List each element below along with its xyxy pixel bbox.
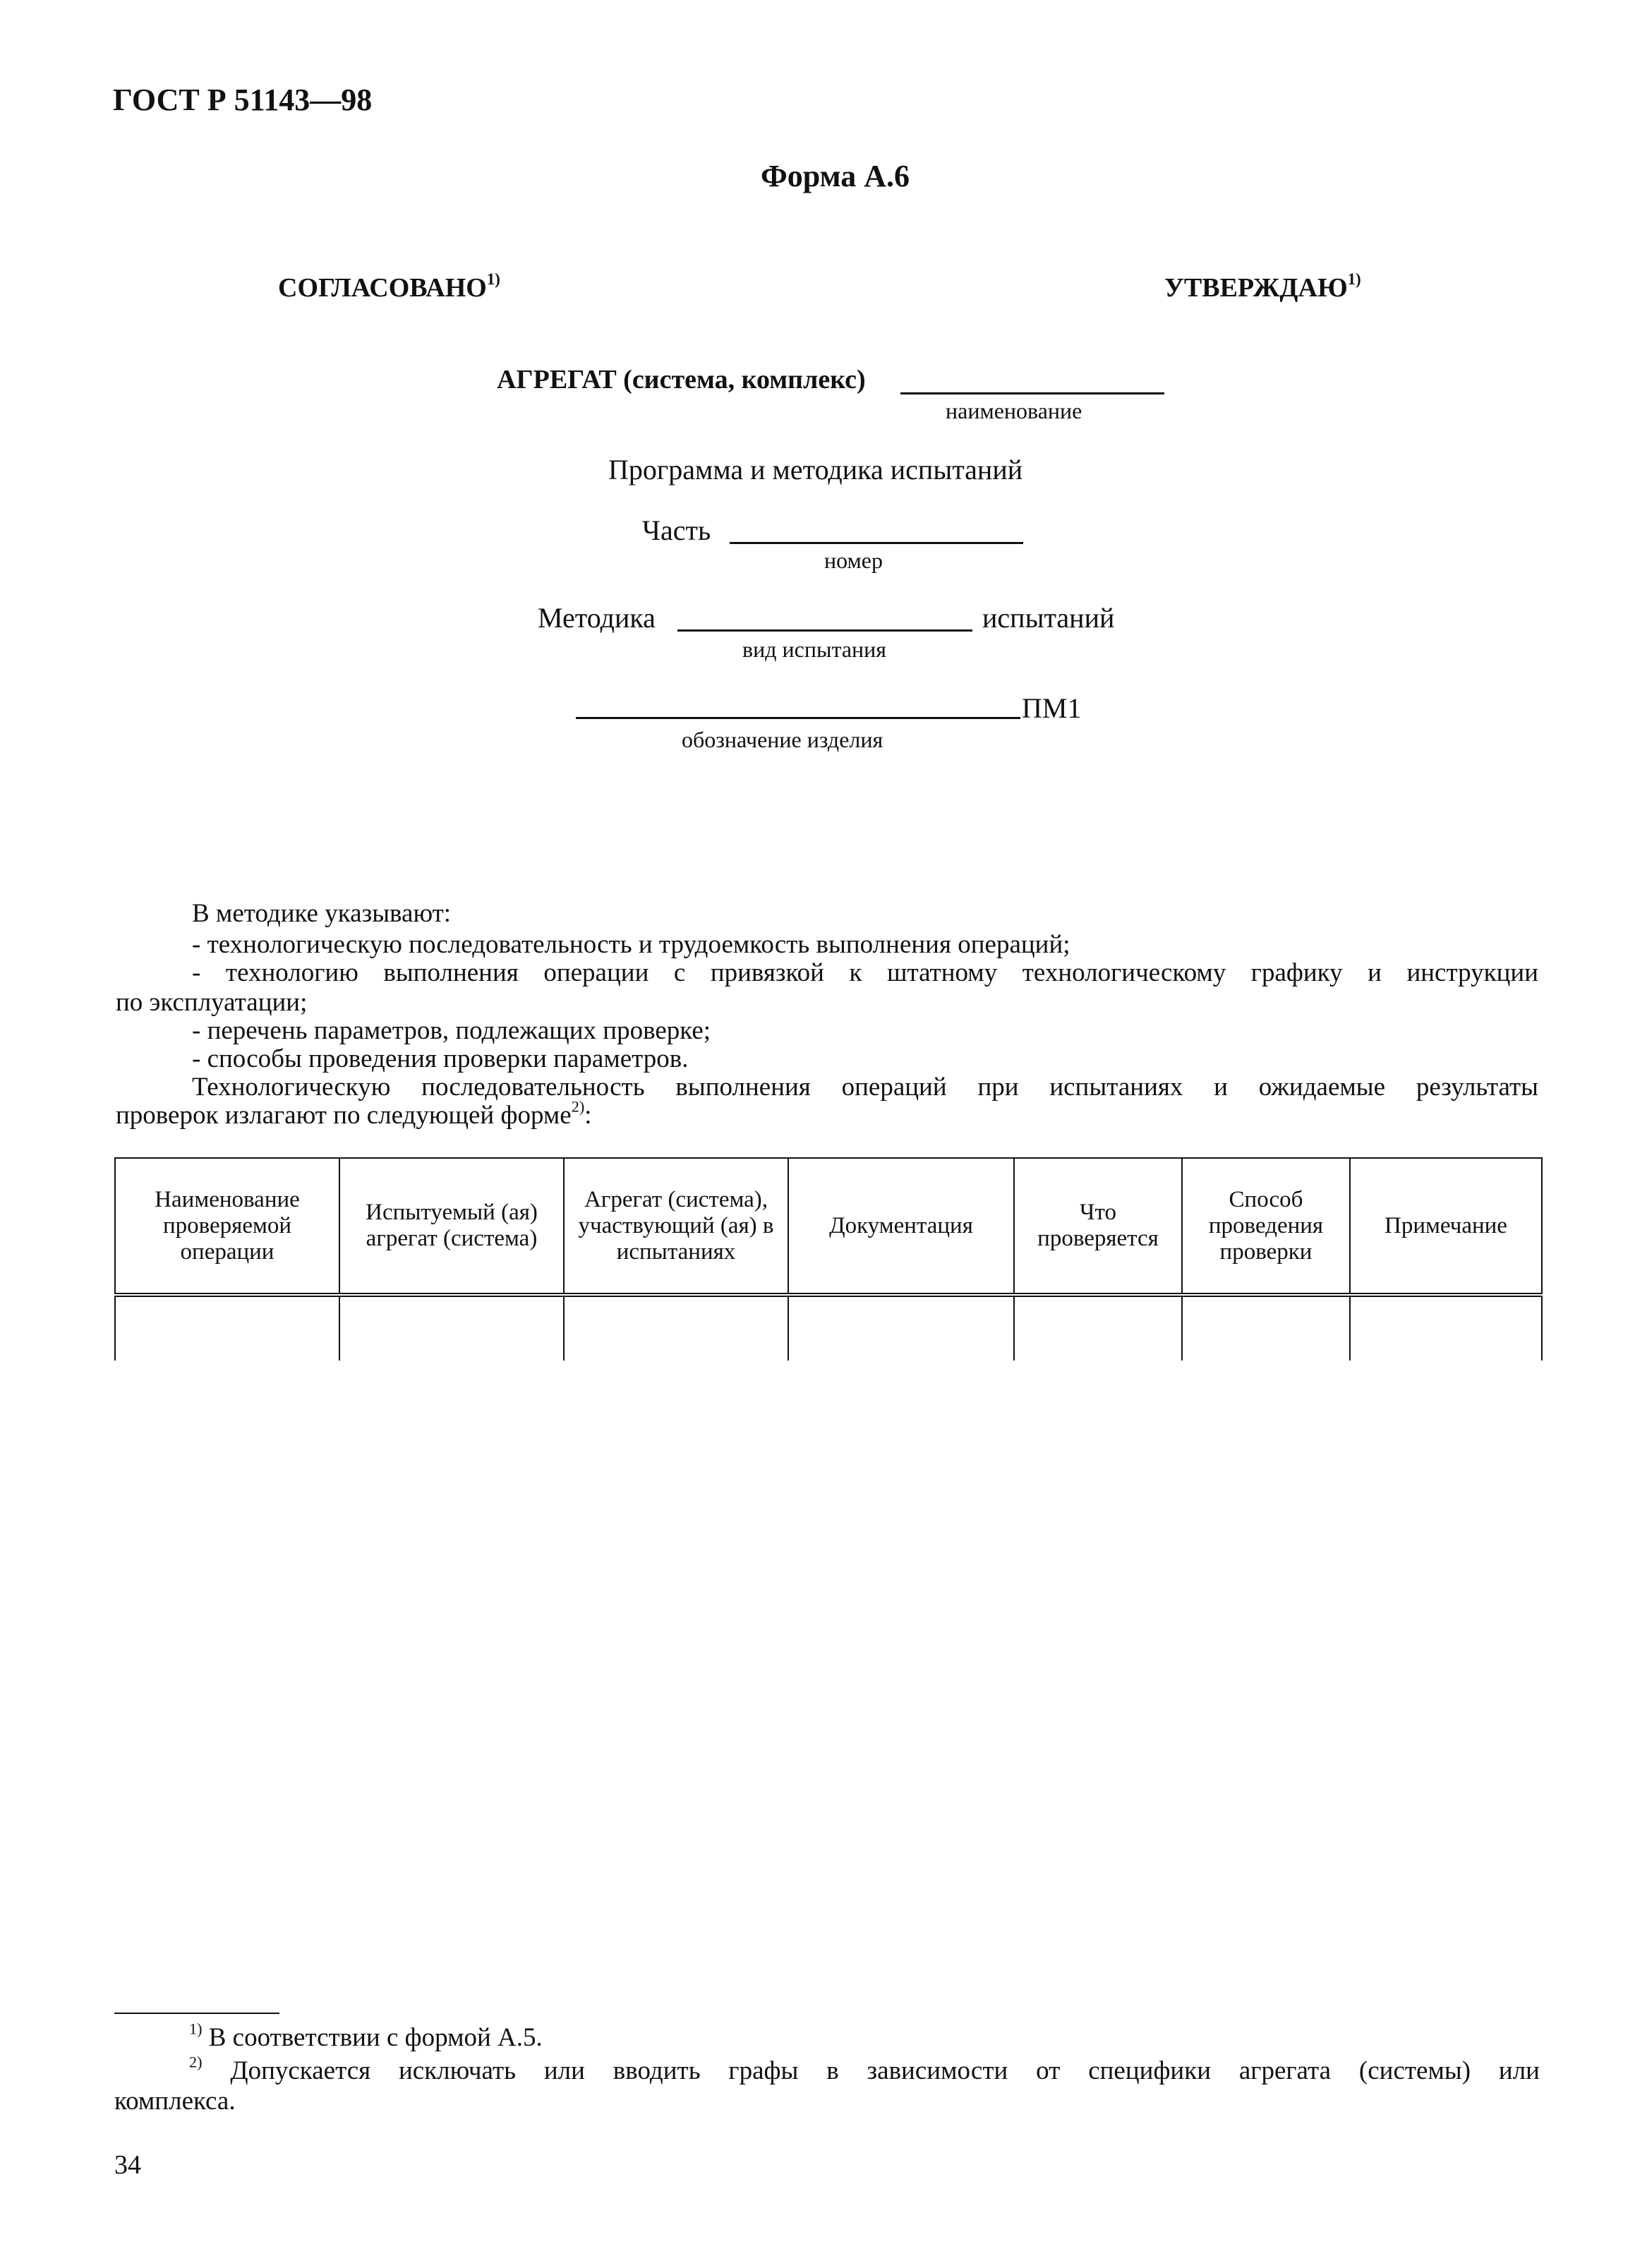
table-cell (564, 1295, 788, 1361)
column-header-check-method: Способ проведения проверки (1182, 1158, 1350, 1295)
column-header-documentation: Документация (788, 1158, 1014, 1295)
unit-caption: наименование (946, 398, 1082, 423)
part-caption: номер (824, 548, 883, 573)
table-cell (339, 1295, 564, 1361)
page-number: 34 (114, 2150, 141, 2180)
document-code: ГОСТ Р 51143—98 (113, 83, 373, 117)
footnote-2-mark: 2) (189, 2053, 203, 2071)
paragraph-sequence-cont (116, 1099, 592, 1131)
agreed-heading (278, 272, 500, 303)
paragraph-footnote-mark: 2) (571, 1097, 585, 1116)
agreed-footnote-mark: 1) (486, 270, 500, 288)
paragraph-sequence-text: проверок излагают по следующей форме (116, 1101, 572, 1130)
footnote-2 (189, 2055, 1540, 2087)
table-header-row (115, 1158, 1542, 1295)
table-cell (1014, 1295, 1182, 1361)
test-type-blank (677, 629, 972, 632)
table-cell (788, 1295, 1014, 1361)
list-item-parameters: - перечень параметров, подлежащих проверке; (192, 1016, 711, 1045)
footnote-2-cont: комплекса. (114, 2087, 236, 2116)
designation-caption: обозначение изделия (682, 727, 883, 752)
product-designation-blank (576, 717, 1020, 719)
column-header-operation: Наименование проверяемой операции (115, 1158, 339, 1295)
table-row (115, 1295, 1542, 1361)
approve-heading (1164, 272, 1361, 303)
footnote-2-text: Допускается исключать или вводить графы в зависимости от специфики агрегата (системы) или (230, 2056, 1540, 2085)
paragraph-colon: : (584, 1101, 592, 1130)
method-suffix: испытаний (982, 602, 1115, 634)
approve-footnote-mark: 1) (1347, 270, 1361, 288)
column-header-what-checked: Что проверяется (1014, 1158, 1182, 1295)
method-caption: вид испытания (742, 637, 887, 662)
footnote-divider (114, 2013, 279, 2014)
column-header-tested-unit: Испытуемый (ая) агрегат (система) (339, 1158, 564, 1295)
part-number-blank (730, 542, 1023, 544)
intro-text: В методике указывают: (192, 899, 452, 928)
table-cell (1350, 1295, 1542, 1361)
list-item-technology: - технологию выполнения операции с привязкой к штатному технологическому графику и инструкции (192, 958, 1538, 987)
footnote-1-text: В соответствии с формой А.5. (208, 2023, 543, 2052)
form-title: Форма А.6 (761, 159, 910, 193)
program-title: Программа и методика испытаний (608, 454, 1023, 485)
unit-label: АГРЕГАТ (система, комплекс) (497, 365, 866, 394)
designation-suffix: ПМ1 (1022, 692, 1082, 724)
test-procedure-table (114, 1157, 1543, 1361)
list-item-sequence: - технологическую последовательность и трудоемкость выполнения операций; (192, 930, 1070, 959)
footnote-1 (189, 2022, 543, 2053)
approve-label: УТВЕРЖДАЮ (1164, 273, 1348, 303)
paragraph-sequence: Технологическую последовательность выполнения операций при испытаниях и ожидаемые результаты (192, 1073, 1538, 1102)
column-header-note: Примечание (1350, 1158, 1542, 1295)
method-label: Методика (538, 602, 656, 634)
part-label: Часть (642, 514, 711, 546)
footnote-1-mark: 1) (189, 2020, 203, 2038)
column-header-participating-unit: Агрегат (система), участвующий (ая) в испытаниях (564, 1158, 788, 1295)
unit-name-blank (900, 392, 1164, 394)
list-item-methods: - способы проведения проверки параметров. (192, 1044, 689, 1073)
table-cell (1182, 1295, 1350, 1361)
table-cell (115, 1295, 339, 1361)
list-item-technology-cont: по эксплуатации; (116, 988, 308, 1017)
agreed-label: СОГЛАСОВАНО (278, 273, 487, 303)
